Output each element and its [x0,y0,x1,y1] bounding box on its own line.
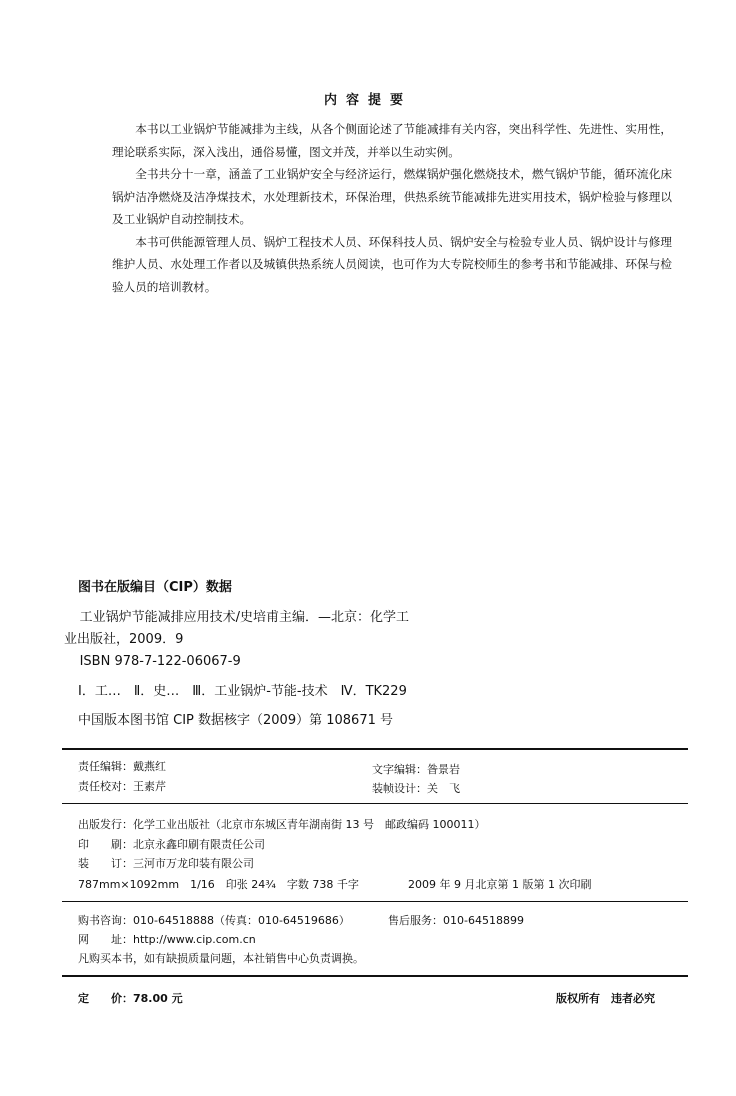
website-link[interactable]: 网 址：http://www.cip.com.cn [78,933,256,946]
publisher-line: 出版发行：化学工业出版社（北京市东城区青年湖南街 13 号 邮政编码 100011） [78,818,486,831]
edition-line: 2009 年 9 月北京第 1 版第 1 次印刷 [408,878,592,891]
cip-number: 中国版本图书馆 CIP 数据核字（2009）第 108671 号 [78,713,393,728]
copyright-notice: 版权所有 违者必究 [556,992,655,1005]
cip-classification: Ⅰ．工… Ⅱ．史… Ⅲ．工业锅炉-节能-技术 Ⅳ．TK229 [78,684,407,699]
summary-title: 内容提要 [323,93,412,108]
specs-line: 787mm×1092mm 1/16 印张 24¾ 字数 738 千字 [78,878,359,891]
summary-paragraph: 全书共分十一章，涵盖了工业锅炉安全与经济运行，燃煤锅炉强化燃烧技术，燃气锅炉节能，循环流化床锅炉洁净燃烧及洁净煤技术，水处理新技术，环保治理，供热系统节能减排先进实用技术，锅炉检验与修理以及工业锅炉自动控制技术。 [112,167,672,226]
credit-text-editor: 文字编辑：昝景岩 [372,763,460,776]
cip-isbn: ISBN 978-7-122-06067-9 [79,654,241,669]
service-contact: 售后服务：010-64518899 [388,914,524,927]
divider [62,748,688,750]
cip-heading: 图书在版编目（CIP）数据 [78,580,232,595]
summary-paragraph: 本书以工业锅炉节能减排为主线，从各个侧面论述了节能减排有关内容，突出科学性、先进性、实用性，理论联系实际，深入浅出，通俗易懂，图文并茂，并举以生动实例。 [112,122,672,159]
return-notice: 凡购买本书，如有缺损质量问题，本社销售中心负责调换。 [78,952,364,965]
summary-paragraph: 本书可供能源管理人员、锅炉工程技术人员、环保科技人员、锅炉安全与检验专业人员、锅炉设计与修理维护人员、水处理工作者以及城镇供热系统人员阅读，也可作为大专院校师生的参考书和节能减排、环保与检验人员的培训教材。 [112,234,672,294]
credit-designer: 装帧设计：关 飞 [372,782,460,795]
cip-record-line: 工业锅炉节能减排应用技术/史培甫主编．—北京：化学工 [79,610,409,625]
summary-text [112,118,672,298]
credit-proofreader: 责任校对：王素芹 [78,780,166,793]
cip-record-line: 业出版社，2009．9 [64,632,184,647]
printer-line: 印 刷：北京永鑫印刷有限责任公司 [78,838,265,851]
purchase-contact: 购书咨询：010-64518888（传真：010-64519686） [78,914,350,927]
binder-line: 装 订：三河市万龙印装有限公司 [78,857,254,870]
price: 定 价：78.00 元 [78,992,183,1005]
divider [62,803,688,804]
divider [62,901,688,902]
cip-record [64,607,484,673]
credit-editor: 责任编辑：戴燕红 [78,760,166,773]
divider [62,975,688,977]
